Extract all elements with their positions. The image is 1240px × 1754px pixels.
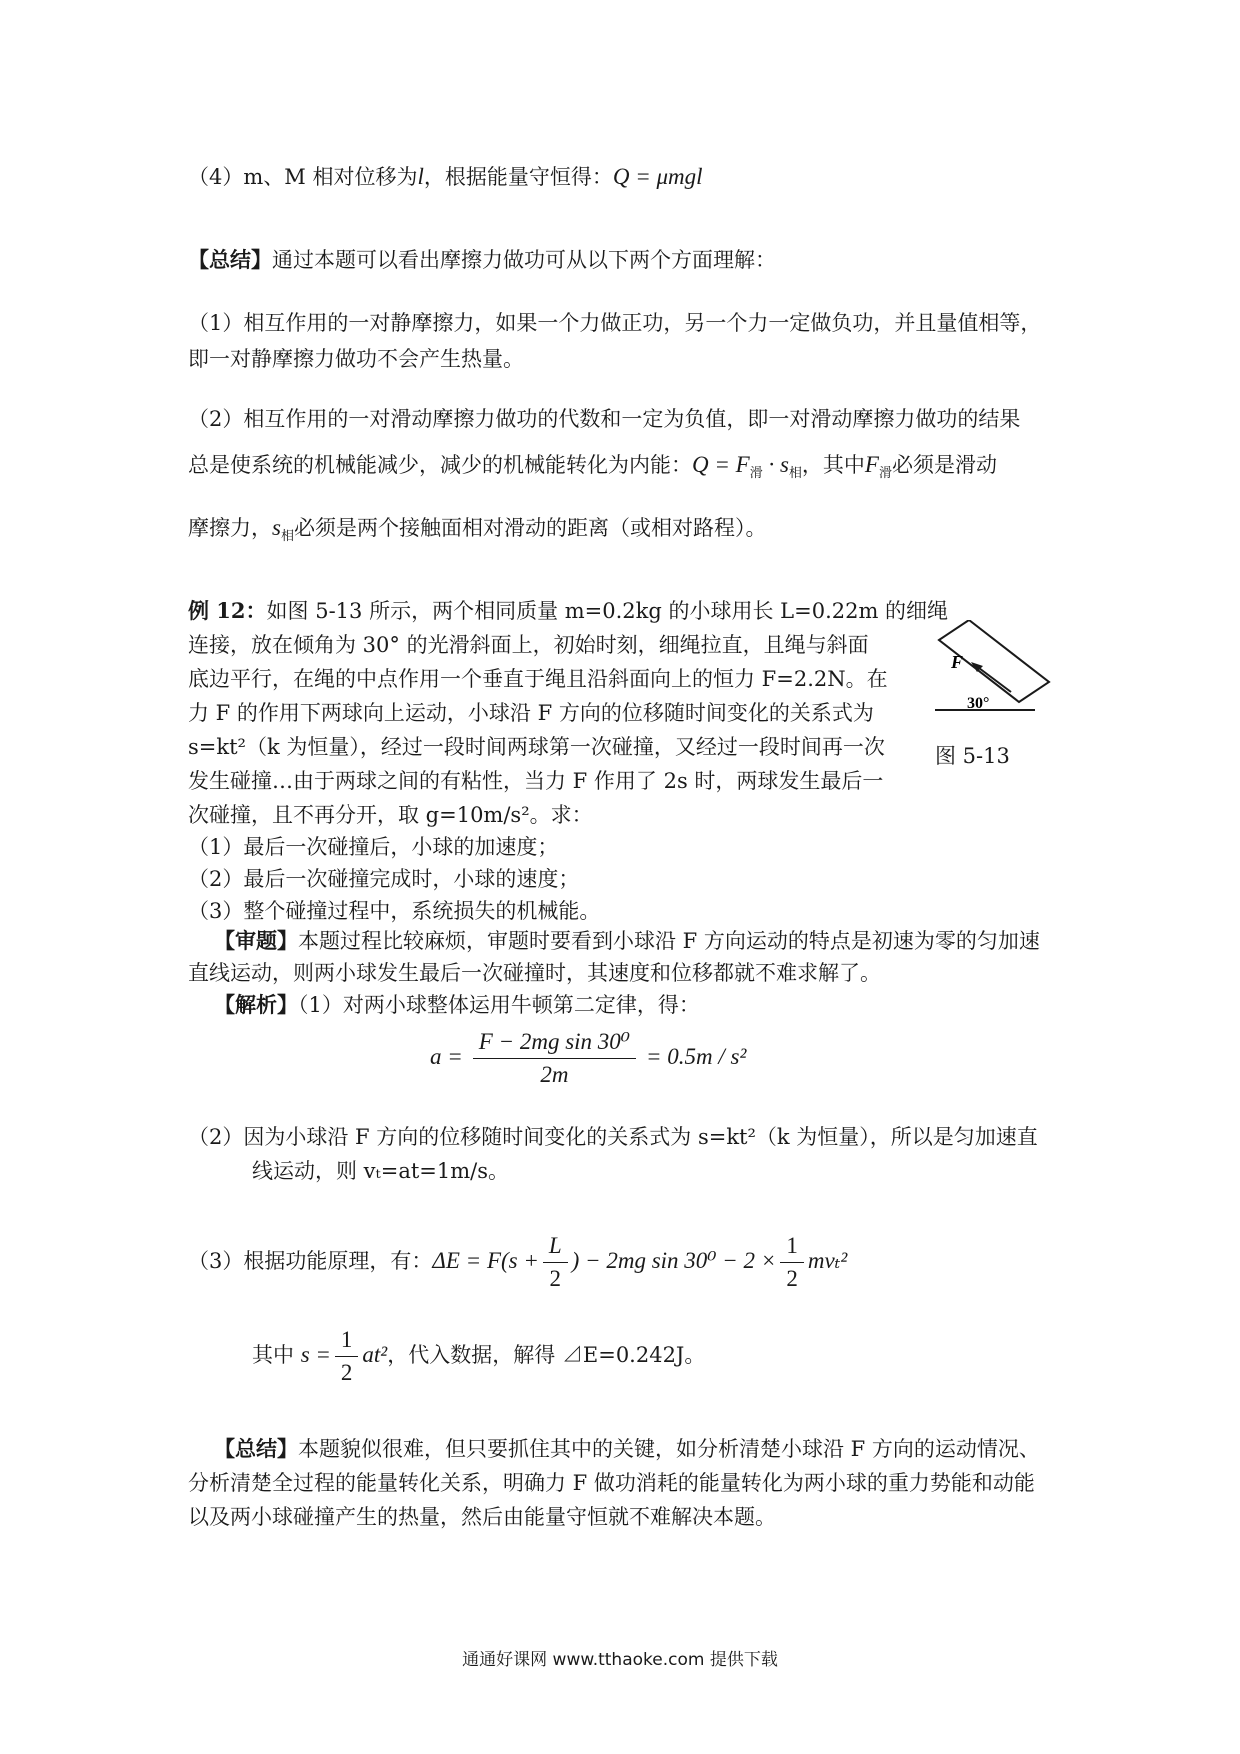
point2-text: 总是使系统的机械能减少，减少的机械能转化为内能： bbox=[188, 453, 692, 477]
example-line-4: 力 F 的作用下两球向上运动，小球沿 F 方向的位移随时间变化的关系式为 bbox=[188, 701, 874, 725]
formula-rhs: = 0.5m / s² bbox=[646, 1044, 747, 1070]
example-line-7: 次碰撞，且不再分开，取 g=10m/s²。求： bbox=[188, 803, 593, 827]
point1-line-b: 即一对静摩擦力做功不会产生热量。 bbox=[188, 347, 524, 371]
acceleration-formula bbox=[430, 1026, 930, 1091]
formula-fraction bbox=[473, 1026, 636, 1091]
part4-formula: Q = μmgl bbox=[612, 164, 703, 189]
figure-caption: 图 5-13 bbox=[935, 744, 1010, 768]
point2-line-b bbox=[188, 448, 1058, 491]
fig-angle-label: 30° bbox=[967, 695, 990, 712]
question-3: （3）整个碰撞过程中，系统损失的机械能。 bbox=[188, 899, 601, 923]
example-text-1: 如图 5-13 所示，两个相同质量 m=0.2kg 的小球用长 L=0.22m 的细绳 bbox=[266, 599, 949, 623]
page-footer: 通通好课网 www.tthaoke.com 提供下载 bbox=[462, 1650, 778, 1670]
summary2-tag: 【总结】 bbox=[214, 1436, 298, 1461]
point3-pre: 摩擦力， bbox=[188, 516, 272, 540]
summary2-line-a bbox=[214, 1432, 1084, 1466]
example-line-2: 连接，放在倾角为 30° 的光滑斜面上，初始时刻，细绳拉直，且绳与斜面 bbox=[188, 633, 869, 657]
part4-var: l bbox=[417, 164, 424, 189]
formula-numerator: F − 2mg sin 30⁰ bbox=[473, 1026, 636, 1059]
energy-formula-3: mvₜ² bbox=[807, 1248, 848, 1273]
answer4-post: ，代入数据，解得 ⊿E=0.242J。 bbox=[387, 1343, 706, 1367]
analysis-tag: 【审题】 bbox=[214, 928, 298, 953]
point1-line-a: （1）相互作用的一对静摩擦力，如果一个力做正功，另一个力一定做负功，并且量值相等， bbox=[188, 311, 1042, 335]
energy-frac-half bbox=[780, 1230, 804, 1295]
example-line-1 bbox=[188, 594, 949, 628]
summary1-text: 通过本题可以看出摩擦力做功可从以下两个方面理解： bbox=[272, 248, 776, 272]
displacement-formula: s = bbox=[300, 1342, 331, 1367]
summary1-line bbox=[188, 243, 1058, 277]
sub-relative: 相 bbox=[788, 466, 802, 482]
solution-text: （1）对两小球整体运用牛顿第二定律，得： bbox=[298, 993, 700, 1017]
answer2-line-b: 线运动，则 vₜ=at=1m/s。 bbox=[252, 1159, 509, 1183]
heat-formula: Q = F bbox=[692, 452, 750, 477]
solution-line bbox=[214, 988, 1084, 1022]
point2-post: 必须是滑动 bbox=[892, 453, 997, 477]
point2-line-a: （2）相互作用的一对滑动摩擦力做功的代数和一定为负值，即一对滑动摩擦力做功的结果 bbox=[188, 407, 1021, 431]
sub-slide: 滑 bbox=[749, 466, 763, 482]
s-symbol: s bbox=[272, 515, 281, 540]
fig-force-label: F bbox=[951, 652, 964, 672]
analysis-line-b: 直线运动，则两小球发生最后一次碰撞时，其速度和位移都就不难求解了。 bbox=[188, 961, 881, 985]
example-line-3: 底边平行，在绳的中点作用一个垂直于绳且沿斜面向上的恒力 F=2.2N。在 bbox=[188, 667, 888, 691]
energy-frac-L bbox=[543, 1230, 568, 1295]
answer3-line bbox=[188, 1226, 1058, 1296]
sub-relative-2: 相 bbox=[280, 529, 294, 545]
answer3-text: （3）根据功能原理，有： bbox=[188, 1249, 433, 1273]
analysis-text: 本题过程比较麻烦，审题时要看到小球沿 F 方向运动的特点是初速为零的匀加速 bbox=[298, 929, 1040, 953]
displacement-at2: at² bbox=[362, 1342, 388, 1367]
displacement-frac bbox=[335, 1324, 359, 1389]
formula-lhs: a = bbox=[430, 1044, 463, 1070]
example-line-6: 发生碰撞…由于两球之间的有粘性，当力 F 作用了 2s 时，两球发生最后一 bbox=[188, 769, 884, 793]
energy-formula-1: ΔE = F(s + bbox=[432, 1248, 539, 1273]
heat-formula-s: · s bbox=[762, 452, 789, 477]
summary2-text-a: 本题貌似很难，但只要抓住其中的关键，如分析清楚小球沿 F 方向的运动情况、 bbox=[298, 1437, 1040, 1461]
question-2: （2）最后一次碰撞完成时，小球的速度； bbox=[188, 867, 580, 891]
disp-frac-den: 2 bbox=[340, 1360, 353, 1385]
point3-post: 必须是两个接触面相对滑动的距离（或相对路程）。 bbox=[293, 516, 767, 540]
example-label: 例 12： bbox=[188, 598, 267, 623]
frac-half-den: 2 bbox=[786, 1266, 798, 1291]
part4-text: （4）m、M 相对位移为 bbox=[188, 165, 418, 189]
summary2-line-b: 分析清楚全过程的能量转化关系，明确力 F 做功消耗的能量转化为两小球的重力势能和动能 bbox=[188, 1471, 1035, 1495]
formula-denominator: 2m bbox=[540, 1062, 569, 1087]
force-arrow bbox=[975, 665, 1011, 692]
frac-half-num: 1 bbox=[780, 1230, 804, 1263]
force-symbol: F bbox=[864, 452, 879, 477]
point2-line-c bbox=[188, 511, 1058, 554]
part4-mid: ，根据能量守恒得： bbox=[423, 165, 613, 189]
summary1-tag: 【总结】 bbox=[188, 247, 272, 272]
solution-tag: 【解析】 bbox=[214, 992, 298, 1017]
energy-formula-2: ) − 2mg sin 30⁰ − 2 × bbox=[571, 1248, 777, 1273]
sub-slide-2: 滑 bbox=[878, 466, 892, 482]
point2-mid: ，其中 bbox=[801, 453, 865, 477]
question-1: （1）最后一次碰撞后，小球的加速度； bbox=[188, 835, 559, 859]
example-line-5: s=kt²（k 为恒量），经过一段时间两球第一次碰撞，又经过一段时间再一次 bbox=[188, 735, 885, 759]
analysis-line-a bbox=[214, 924, 1084, 958]
answer4-line bbox=[252, 1320, 1122, 1390]
part4-line bbox=[188, 160, 1058, 194]
frac-L-num: L bbox=[543, 1230, 568, 1263]
summary2-line-c: 以及两小球碰撞产生的热量，然后由能量守恒就不难解决本题。 bbox=[188, 1505, 776, 1529]
frac-L-den: 2 bbox=[549, 1266, 562, 1291]
answer4-pre: 其中 bbox=[252, 1343, 294, 1367]
answer2-line-a: （2）因为小球沿 F 方向的位移随时间变化的关系式为 s=kt²（k 为恒量），所以是匀加速直 bbox=[188, 1125, 1038, 1149]
disp-frac-num: 1 bbox=[335, 1324, 359, 1357]
